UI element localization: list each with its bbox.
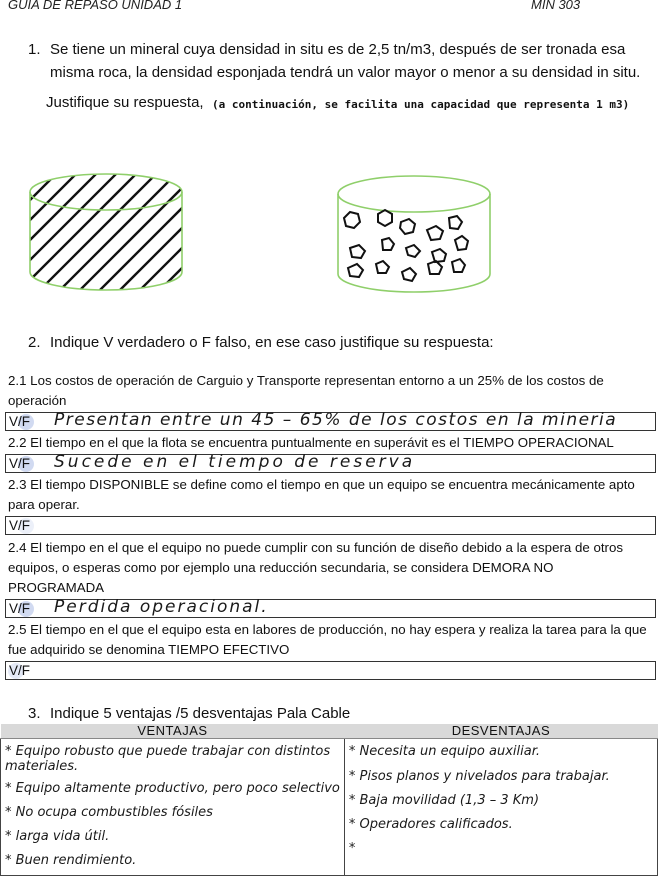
ventaja-item: * Equipo robusto que puede trabajar con distintos materiales.	[5, 744, 331, 774]
pala-cable-table	[0, 724, 658, 876]
statement-2-2: 2.2 El tiempo en el que la flota se encuentra puntualmente en superávit es el TIEMPO OPERACIONAL	[8, 435, 614, 450]
ventaja-item: * larga vida útil.	[5, 829, 110, 844]
vf-label: V/F	[9, 601, 31, 616]
vf-row-2-4[interactable]	[5, 599, 656, 618]
answer-2-4: Perdida operacional.	[54, 597, 269, 617]
statement-2-1: 2.1 Los costos de operación de Carguio y Transporte representan entorno a un 25% de los costos de operación	[8, 373, 604, 408]
q2-title: Indique V verdadero o F falso, en ese caso justifique su respuesta:	[50, 334, 494, 351]
vf-label: V/F	[9, 414, 31, 429]
question-1	[0, 38, 658, 128]
q1-line3: Justifique su respuesta,	[46, 94, 204, 111]
desventaja-item: * Necesita un equipo auxiliar.	[348, 744, 540, 759]
vf-row-2-5[interactable]	[5, 661, 656, 680]
q1-note: (a continuación, se facilita una capacidad que representa 1 m3)	[212, 98, 630, 111]
q3-title: Indique 5 ventajas /5 desventajas Pala Cable	[50, 705, 351, 722]
question-2	[0, 331, 658, 355]
desventaja-item: * Baja movilidad (1,3 – 3 Km)	[348, 793, 540, 808]
solid-rock-cylinder	[0, 160, 290, 310]
vf-row-2-1[interactable]	[5, 412, 656, 431]
statement-2-5: 2.5 El tiempo en el que el equipo esta en labores de producción, no hay espera y realiza la tarea para la que fue adquirido se denomina TIEMPO EFECTIVO	[8, 622, 647, 657]
statement-2-4: 2.4 El tiempo en el que el equipo no puede cumplir con su función de diseño debido a la espera de otros equipos, o esperas como por ejemplo una reducción secundaria, se considera DEMORA NO PROGRAMADA	[8, 540, 624, 595]
q2-number: 2.	[28, 334, 41, 351]
vf-label: V/F	[9, 456, 31, 471]
q1-line2: misma roca, la densidad esponjada tendrá un valor mayor o menor a su densidad in situ.	[50, 64, 641, 81]
q1-number: 1.	[28, 41, 41, 58]
q3-number: 3.	[28, 705, 41, 722]
header-right: MIN 303	[531, 0, 581, 12]
desventaja-item: * Pisos planos y nivelados para trabajar.	[348, 769, 610, 784]
answer-2-1: Presentan entre un 45 – 65% de los costos en la mineria	[54, 410, 618, 430]
ventajas-cell[interactable]	[1, 739, 345, 876]
vf-row-2-3[interactable]	[5, 516, 656, 535]
desventaja-item: *	[348, 841, 356, 856]
q1-line1: Se tiene un mineral cuya densidad in situ es de 2,5 tn/m3, después de ser tronada esa	[50, 41, 626, 58]
ventaja-item: * No ocupa combustibles fósiles	[5, 805, 213, 820]
desventajas-cell[interactable]	[344, 739, 657, 876]
answer-2-2: Sucede en el tiempo de reserva	[54, 452, 416, 472]
col-ventajas: VENTAJAS	[1, 724, 345, 739]
desventaja-item: * Operadores calificados.	[348, 817, 513, 832]
col-desventajas: DESVENTAJAS	[344, 724, 657, 739]
ventaja-item: * Buen rendimiento.	[5, 853, 137, 868]
vf-row-2-2[interactable]	[5, 454, 656, 473]
header-left: GUIA DE REPASO UNIDAD 1	[8, 0, 183, 12]
vf-label: V/F	[9, 518, 31, 533]
vf-label: V/F	[9, 663, 31, 678]
cylinder-diagram	[0, 160, 658, 310]
statement-2-3: 2.3 El tiempo DISPONIBLE se define como el tiempo en que un equipo se encuentra mecánicamente apto para operar.	[8, 477, 635, 512]
ventaja-item: * Equipo altamente productivo, pero poco selectivo	[5, 781, 340, 796]
question-3	[0, 702, 658, 724]
broken-rock-cylinder	[338, 176, 490, 292]
